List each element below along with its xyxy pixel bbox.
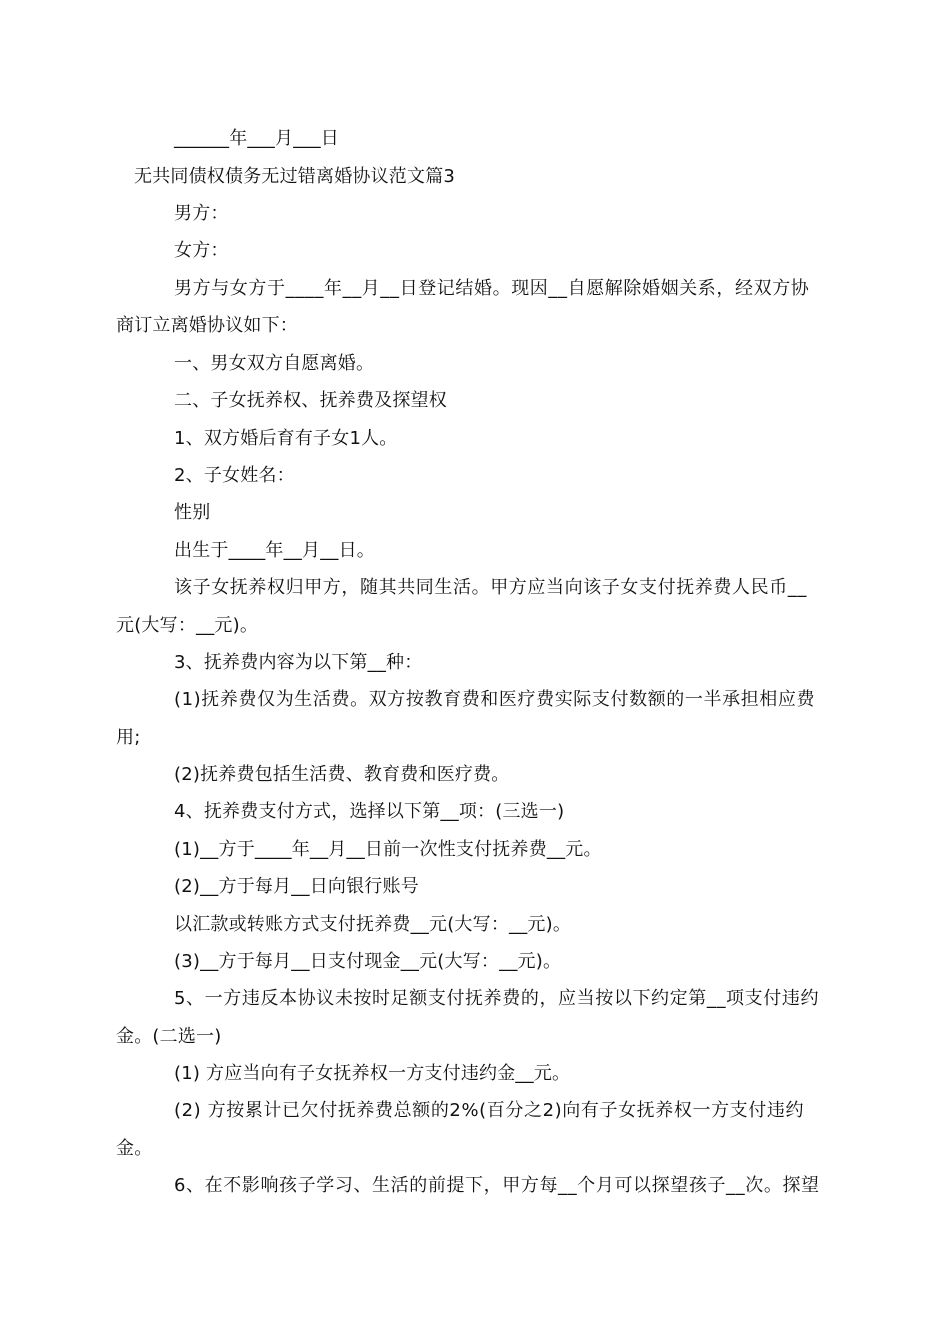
paragraph-line: (2)__方于每月__日向银行账号 bbox=[174, 876, 419, 897]
paragraph-line: 出生于____年__月__日。 bbox=[174, 540, 375, 561]
paragraph-line: 元(大写：__元)。 bbox=[116, 615, 259, 636]
paragraph-line: (3)__方于每月__日支付现金__元(大写：__元)。 bbox=[174, 951, 562, 972]
paragraph-line: 男方与女方于____年__月__日登记结婚。现因__自愿解除婚姻关系，经双方协 bbox=[174, 278, 810, 299]
paragraph-line: 男方： bbox=[174, 203, 229, 224]
paragraph-line: 4、抚养费支付方式，选择以下第__项：(三选一) bbox=[174, 801, 565, 822]
paragraph-line: 5、一方违反本协议未按时足额支付抚养费的，应当按以下约定第__项支付违约 bbox=[174, 988, 820, 1009]
paragraph-line: 用; bbox=[116, 727, 141, 748]
paragraph-line: 以汇款或转账方式支付抚养费__元(大写：__元)。 bbox=[174, 914, 572, 935]
paragraph-line: (1)__方于____年__月__日前一次性支付抚养费__元。 bbox=[174, 839, 602, 860]
paragraph-line: 金。 bbox=[116, 1138, 153, 1159]
paragraph-line: 3、抚养费内容为以下第__种： bbox=[174, 652, 423, 673]
paragraph-line: (1)抚养费仅为生活费。双方按教育费和医疗费实际支付数额的一半承担相应费 bbox=[174, 689, 816, 710]
paragraph-line: 女方： bbox=[174, 240, 229, 261]
date-line: ______年___月___日 bbox=[174, 128, 339, 149]
section-title: 无共同债权债务无过错离婚协议范文篇3 bbox=[134, 166, 456, 187]
paragraph-line: 商订立离婚协议如下： bbox=[116, 315, 298, 336]
paragraph-line: 该子女抚养权归甲方，随其共同生活。甲方应当向该子女支付抚养费人民币__ bbox=[174, 577, 807, 598]
paragraph-line: 1、双方婚后育有子女1人。 bbox=[174, 428, 398, 449]
paragraph-line: (2) 方按累计已欠付抚养费总额的2%(百分之2)向有子女抚养权一方支付违约 bbox=[174, 1100, 805, 1121]
paragraph-line: 二、子女抚养权、抚养费及探望权 bbox=[174, 390, 447, 411]
paragraph-line: (1) 方应当向有子女抚养权一方支付违约金__元。 bbox=[174, 1063, 571, 1084]
paragraph-line: 6、在不影响孩子学习、生活的前提下，甲方每__个月可以探望孩子__次。探望 bbox=[174, 1175, 820, 1196]
paragraph-line: 2、子女姓名： bbox=[174, 465, 295, 486]
paragraph-line: (2)抚养费包括生活费、教育费和医疗费。 bbox=[174, 764, 510, 785]
paragraph-line: 性别 bbox=[174, 502, 211, 523]
paragraph-line: 一、男女双方自愿离婚。 bbox=[174, 353, 375, 374]
paragraph-line: 金。(二选一) bbox=[116, 1026, 222, 1047]
